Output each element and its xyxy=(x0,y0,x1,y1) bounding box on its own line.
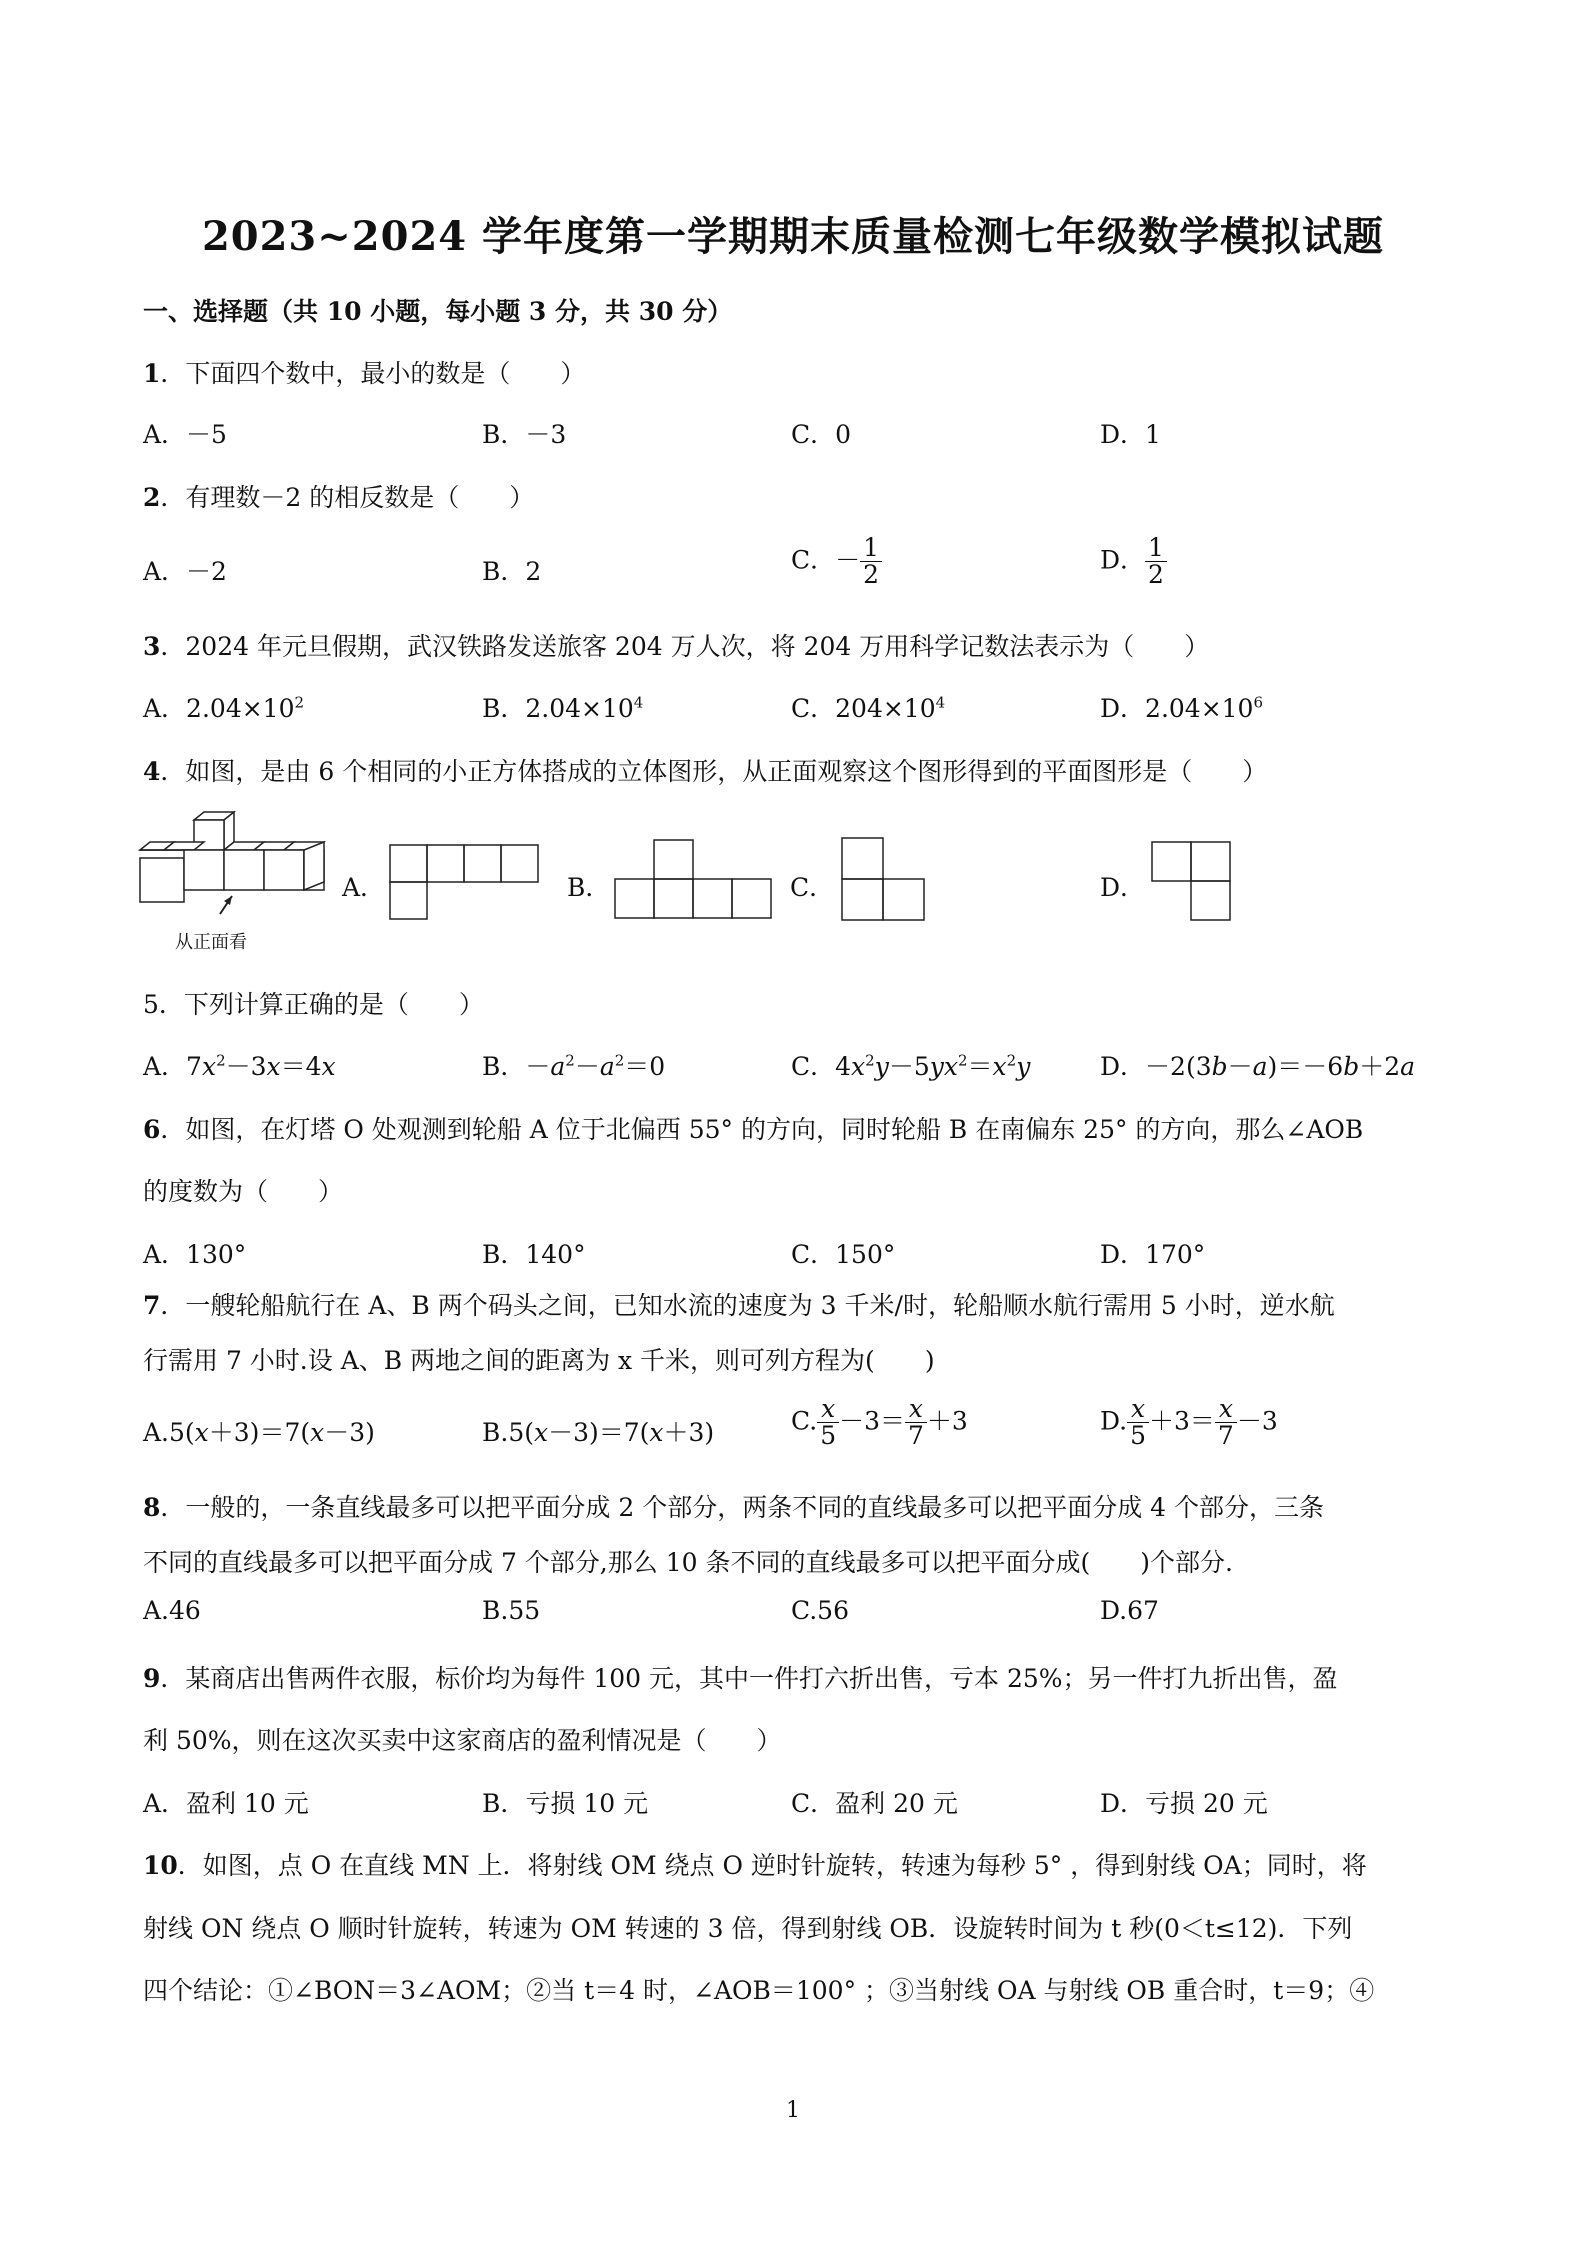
q4-shape-c xyxy=(842,838,932,928)
q2-option-d: D． $\frac{1}{2}$ xyxy=(1100,535,1167,589)
q9-option-b: B．亏损 10 元 xyxy=(482,1789,649,1818)
q7-option-a: A.5(x＋3)＝7(x－3) xyxy=(143,1418,375,1447)
question-10-cont1: 射线 ON 绕点 O 顺时针旋转，转速为 OM 转速的 3 倍，得到射线 OB．设旋转时间为 t 秒(0＜t≤12)．下列 xyxy=(143,1914,1353,1943)
q2-option-a: A．－2 xyxy=(143,557,227,586)
q1-option-c: C．0 xyxy=(791,420,852,449)
question-5: 5．下列计算正确的是（ ） xyxy=(143,990,484,1019)
q3-option-b: B．$2.04\times 10^4$ xyxy=(482,693,644,723)
q9-option-a: A．盈利 10 元 xyxy=(143,1789,309,1818)
question-8-cont: 不同的直线最多可以把平面分成 7 个部分,那么 10 条不同的直线最多可以把平面分成( )个部分. xyxy=(143,1548,1233,1577)
question-9: 9．某商店出售两件衣服，标价均为每件 100 元，其中一件打六折出售，亏本 25%；另一件打九折出售，盈 xyxy=(143,1664,1338,1693)
page-title: 2023~2024 学年度第一学期期末质量检测七年级数学模拟试题 xyxy=(201,213,1385,260)
page-number: 1 xyxy=(786,2098,800,2123)
q7-option-b: B.5(x－3)＝7(x＋3) xyxy=(482,1418,715,1447)
q1-option-b: B．－3 xyxy=(482,420,567,449)
q1-option-a: A．－5 xyxy=(143,420,227,449)
question-1: 1．下面四个数中，最小的数是（ ） xyxy=(143,359,586,388)
question-10: 10．如图，点 O 在直线 MN 上．将射线 OM 绕点 O 逆时针旋转，转速为每秒 5° ，得到射线 OA；同时，将 xyxy=(143,1851,1367,1880)
q4-option-d: D． xyxy=(1100,873,1146,902)
q7-option-c: C. $\frac{x}{5}$ －3＝ $\frac{x}{7}$ ＋3 xyxy=(791,1394,968,1451)
q6-option-d: D．170° xyxy=(1100,1240,1206,1269)
q4-shape-a xyxy=(390,845,540,925)
q6-option-a: A．130° xyxy=(143,1240,247,1269)
q3-option-d: D．$2.04\times 10^6$ xyxy=(1100,693,1264,723)
q4-shape-b xyxy=(615,840,775,920)
q4-shape-d xyxy=(1152,842,1242,932)
question-6: 6．如图，在灯塔 O 处观测到轮船 A 位于北偏西 55° 的方向，同时轮船 B 在南偏东 25° 的方向，那么∠AOB xyxy=(143,1115,1364,1144)
q5-option-d: D．－2(3b－a)＝－6b＋2a xyxy=(1100,1052,1416,1081)
question-8: 8．一般的，一条直线最多可以把平面分成 2 个部分，两条不同的直线最多可以把平面分成 4 个部分，三条 xyxy=(143,1493,1325,1522)
q5-option-c: C．$4x^2y-5yx^2=x^2y$ xyxy=(791,1051,1031,1081)
q4-option-a: A． xyxy=(342,873,386,902)
q4-option-c: C． xyxy=(790,873,835,902)
figure-caption: 从正面看 xyxy=(175,932,247,953)
question-6-cont: 的度数为（ ） xyxy=(143,1177,344,1206)
section-heading: 一、选择题（共 10 小题，每小题 3 分，共 30 分） xyxy=(143,297,733,326)
question-7-cont: 行需用 7 小时.设 A、B 两地之间的距离为 x 千米，则可列方程为( ) xyxy=(143,1346,935,1375)
q3-option-a: A．$2.04\times 10^2$ xyxy=(143,693,305,723)
q2-option-b: B．2 xyxy=(482,557,542,586)
q8-option-b: B.55 xyxy=(482,1596,541,1625)
question-3: 3．2024 年元旦假期，武汉铁路发送旅客 204 万人次，将 204 万用科学记数法表示为（ ） xyxy=(143,632,1210,661)
question-4: 4．如图，是由 6 个相同的小正方体搭成的立体图形，从正面观察这个图形得到的平面图形是（ ） xyxy=(143,757,1268,786)
q1-option-d: D．1 xyxy=(1100,420,1161,449)
q7-option-d: D. $\frac{x}{5}$ ＋3＝ $\frac{x}{7}$ －3 xyxy=(1100,1394,1278,1451)
q6-option-c: C．150° xyxy=(791,1240,896,1269)
question-9-cont: 利 50%，则在这次买卖中这家商店的盈利情况是（ ） xyxy=(143,1726,782,1755)
question-2: 2．有理数－2 的相反数是（ ） xyxy=(143,483,535,512)
q5-option-a: A．$7x^2-3x=4x$ xyxy=(143,1051,336,1081)
fraction: $\frac{1}{2}$ xyxy=(860,535,882,589)
q9-option-c: C．盈利 20 元 xyxy=(791,1789,958,1818)
q8-option-d: D.67 xyxy=(1100,1596,1159,1625)
q4-option-b: B． xyxy=(567,873,611,902)
q8-option-c: C.56 xyxy=(791,1596,849,1625)
q9-option-d: D．亏损 20 元 xyxy=(1100,1789,1268,1818)
fraction: $\frac{1}{2}$ xyxy=(1145,535,1167,589)
q3-option-c: C．$204\times 10^4$ xyxy=(791,693,946,723)
q6-option-b: B．140° xyxy=(482,1240,586,1269)
q8-option-a: A.46 xyxy=(143,1596,201,1625)
question-10-cont2: 四个结论：①∠BON＝3∠AOM；②当 t＝4 时，∠AOB＝100° ；③当射线 OA 与射线 OB 重合时，t＝9；④ xyxy=(143,1976,1375,2005)
question-7: 7．一艘轮船航行在 A、B 两个码头之间，已知水流的速度为 3 千米/时，轮船顺水航行需用 5 小时，逆水航 xyxy=(143,1291,1335,1320)
q5-option-b: B．$-a^2-a^2=0$ xyxy=(482,1051,666,1081)
q2-option-c: C．－ $\frac{1}{2}$ xyxy=(791,535,882,589)
